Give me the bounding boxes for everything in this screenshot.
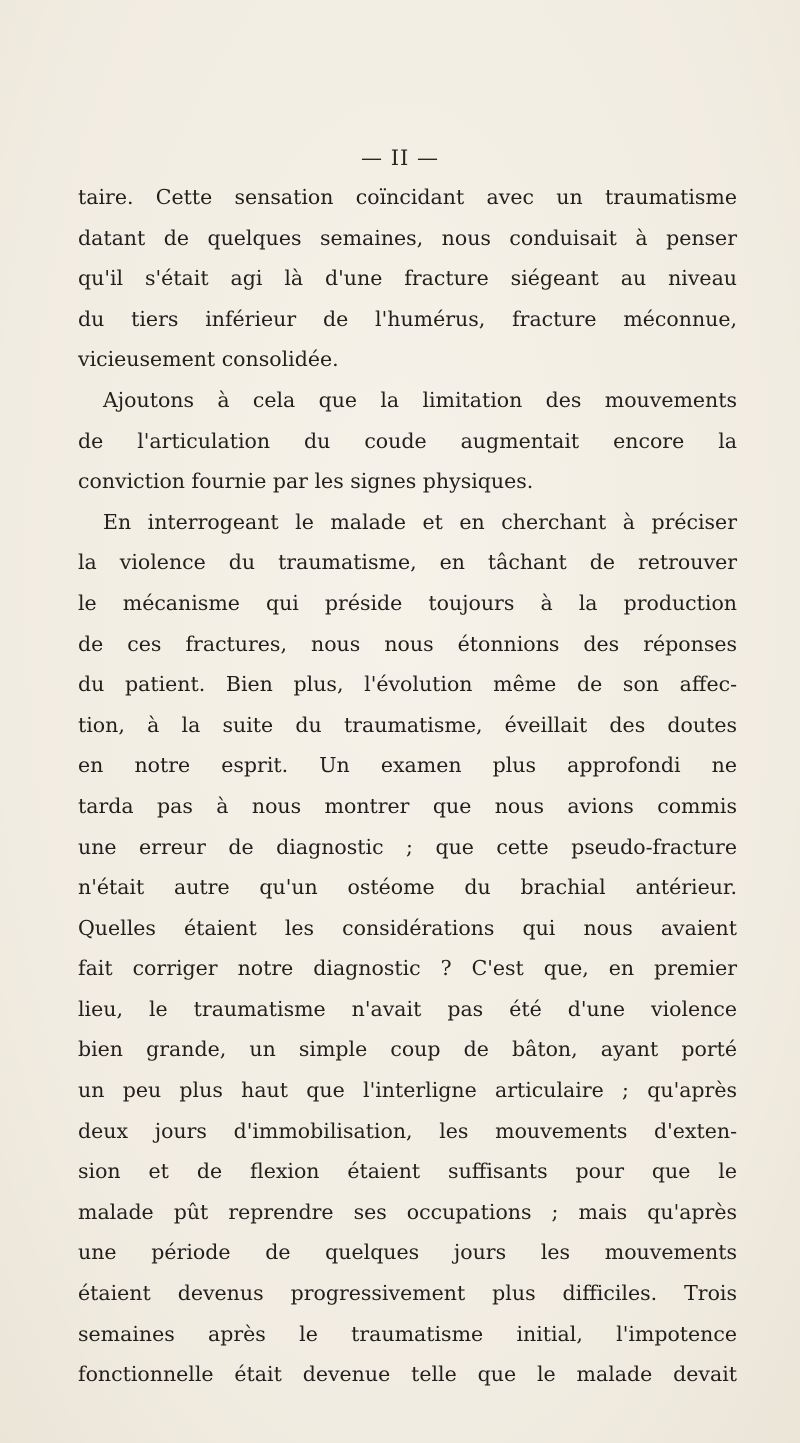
text-line: vicieusement consolidée. (78, 347, 339, 372)
text-line: datant de quelques semaines, nous conduisait à penser (78, 225, 737, 250)
text-line: tion, à la suite du traumatisme, éveillait des doutes (78, 712, 737, 737)
text-line: un peu plus haut que l'interligne articulaire ; qu'après (78, 1078, 737, 1103)
text-line: En interrogeant le malade et en cherchant à préciser (103, 509, 737, 534)
text-line: la violence du traumatisme, en tâchant de retrouver (78, 550, 737, 575)
text-line: deux jours d'immobilisation, les mouvements d'exten- (78, 1118, 737, 1143)
body-text (78, 177, 737, 1395)
text-line: Ajoutons à cela que la limitation des mouvements (103, 387, 737, 412)
text-line: en notre esprit. Un examen plus approfondi ne (78, 753, 737, 778)
text-line: sion et de flexion étaient suffisants pour que le (78, 1159, 737, 1184)
text-line: tarda pas à nous montrer que nous avions commis (78, 793, 737, 818)
text-line: étaient devenus progressivement plus difficiles. Trois (78, 1281, 737, 1306)
text-line: Quelles étaient les considérations qui nous avaient (78, 915, 737, 940)
text-line: du patient. Bien plus, l'évolution même de son affec- (78, 672, 737, 697)
page-number: — II — (361, 146, 439, 170)
text-line: semaines après le traumatisme initial, l'impotence (78, 1321, 737, 1346)
text-line: conviction fournie par les signes physiques. (78, 469, 534, 494)
text-line: une erreur de diagnostic ; que cette pseudo-fracture (78, 834, 737, 859)
text-line: lieu, le traumatisme n'avait pas été d'une violence (78, 996, 737, 1021)
text-line: fonctionnelle était devenue telle que le malade devait (78, 1362, 737, 1387)
text-line: une période de quelques jours les mouvements (78, 1240, 737, 1265)
text-line: de l'articulation du coude augmentait encore la (78, 428, 737, 453)
text-line: le mécanisme qui préside toujours à la production (78, 590, 737, 615)
text-line: qu'il s'était agi là d'une fracture siégeant au niveau (78, 266, 737, 291)
text-line: bien grande, un simple coup de bâton, ayant porté (78, 1037, 737, 1062)
text-line: du tiers inférieur de l'humérus, fracture méconnue, (78, 306, 737, 331)
text-line: n'était autre qu'un ostéome du brachial antérieur. (78, 875, 737, 900)
text-line: malade pût reprendre ses occupations ; mais qu'après (78, 1199, 737, 1224)
text-line: taire. Cette sensation coïncidant avec un traumatisme (78, 185, 737, 209)
text-line: de ces fractures, nous nous étonnions des réponses (78, 631, 737, 656)
text-line: fait corriger notre diagnostic ? C'est que, en premier (78, 956, 737, 981)
